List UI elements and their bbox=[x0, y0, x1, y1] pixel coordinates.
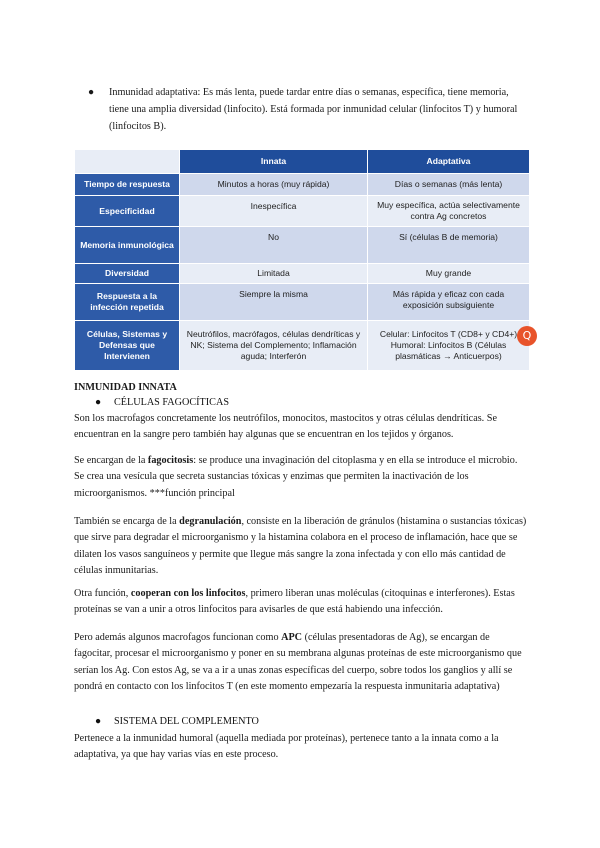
table-row bbox=[75, 227, 530, 264]
bullet-icon: ● bbox=[95, 397, 102, 408]
column-header-innata: Innata bbox=[180, 150, 368, 174]
row-label: Diversidad bbox=[75, 264, 180, 284]
row-label: Especificidad bbox=[75, 196, 180, 227]
intro-text: Inmunidad adaptativa: Es más lenta, puede tardar entre días o semanas, específica, tiene memoria, tiene una amplia diversidad (linfocito). Está formada por inmunidad celular (linfocitos T) y humoral (linfocitos B). bbox=[109, 87, 518, 132]
intro-bullet-paragraph bbox=[88, 84, 528, 135]
paragraph-degranulacion: También se encarga de la degranulación, consiste en la liberación de gránulos (histamina o sustancias tóxicas) que sirve para degradar el microorganismo y la histamina colabora en el proceso de inflamación, hace que se dilaten los vasos sanguíneos y permite que llegue más sangre la zona infectada y con ello más cantidad de células inmunitarias. bbox=[74, 516, 527, 577]
section-title: INMUNIDAD INNATA bbox=[74, 382, 177, 393]
table-cell-innata: Minutos a horas (muy rápida) bbox=[180, 174, 368, 196]
table-corner-cell bbox=[75, 150, 180, 174]
subsection-title: CÉLULAS FAGOCÍTICAS bbox=[114, 397, 229, 408]
paragraph-linfocitos: Otra función, cooperan con los linfocitos, primero liberan unas moléculas (citoquinas e interferones). Estas proteínas se van a unir a otros linfocitos para avisarles de que está habiendo una infección. bbox=[74, 588, 515, 616]
table-cell-adaptativa: Celular: Linfocitos T (CD8+ y CD4+) Humoral: Linfocitos B (Células plasmáticas → Anticuerpos) bbox=[368, 321, 530, 371]
row-label: Células, Sistemas y Defensas que Intervienen bbox=[75, 321, 180, 371]
table-cell-innata: Inespecífica bbox=[180, 196, 368, 227]
table-header-row bbox=[75, 150, 530, 174]
bullet-icon: ● bbox=[95, 716, 102, 727]
table-row bbox=[75, 321, 530, 371]
table-row bbox=[75, 174, 530, 196]
table-row bbox=[75, 284, 530, 321]
row-label: Tiempo de respuesta bbox=[75, 174, 180, 196]
subsection-fagociticas bbox=[95, 395, 229, 411]
table-cell-innata: Neutrófilos, macrófagos, células dendríticas y NK; Sistema del Complemento; Inflamación aguda; Interferón bbox=[180, 321, 368, 371]
subsection-title: SISTEMA DEL COMPLEMENTO bbox=[114, 716, 259, 727]
table-cell-adaptativa: Sí (células B de memoria) bbox=[368, 227, 530, 264]
floating-action-icon[interactable]: Q bbox=[517, 326, 537, 346]
table-cell-adaptativa: Días o semanas (más lenta) bbox=[368, 174, 530, 196]
paragraph-macrofagos: Son los macrofagos concretamente los neutrófilos, monocitos, mastocitos y otras células dendríticas. Se encuentran en la sangre pero también hay algunas que se encuentran en los tejidos y órganos. bbox=[74, 413, 497, 441]
table-cell-adaptativa: Muy específica, actúa selectivamente contra Ag concretos bbox=[368, 196, 530, 227]
row-label: Memoria inmunológica bbox=[75, 227, 180, 264]
subsection-complemento bbox=[95, 714, 259, 730]
table-row bbox=[75, 196, 530, 227]
paragraph-apc: Pero además algunos macrofagos funcionan como APC (células presentadoras de Ag), se encargan de fagocitar, procesar el microorganismo y poner en su membrana algunas proteínas de este microorganismo que serían los Ag. Con estos Ag, se va a ir a unas zonas específicas del cuerpo, sobre todos los ganglios y allí se pondrá en contacto con los linfocitos T (en este momento empezaría la respuesta inmunitaria adaptativa) bbox=[74, 632, 522, 693]
table-cell-adaptativa: Muy grande bbox=[368, 264, 530, 284]
table-cell-innata: No bbox=[180, 227, 368, 264]
comparison-table bbox=[74, 149, 530, 371]
row-label: Respuesta a la infección repetida bbox=[75, 284, 180, 321]
table-row bbox=[75, 264, 530, 284]
paragraph-complemento: Pertenece a la inmunidad humoral (aquella mediada por proteínas), pertenece tanto a la innata como a la adaptativa, ya que hay varias vías en este proceso. bbox=[74, 733, 499, 761]
table-cell-innata: Siempre la misma bbox=[180, 284, 368, 321]
bullet-icon: ● bbox=[88, 87, 95, 98]
paragraph-fagocitosis: Se encargan de la fagocitosis: se produce una invaginación del citoplasma y en ella se introduce el microbio. Se crea una vesícula que secreta sustancias tóxicas y enzimas que permiten la inactivación de los microorganismos. ***función principal bbox=[74, 455, 518, 499]
table-cell-innata: Limitada bbox=[180, 264, 368, 284]
column-header-adaptativa: Adaptativa bbox=[368, 150, 530, 174]
table-cell-adaptativa: Más rápida y eficaz con cada exposición subsiguiente bbox=[368, 284, 530, 321]
